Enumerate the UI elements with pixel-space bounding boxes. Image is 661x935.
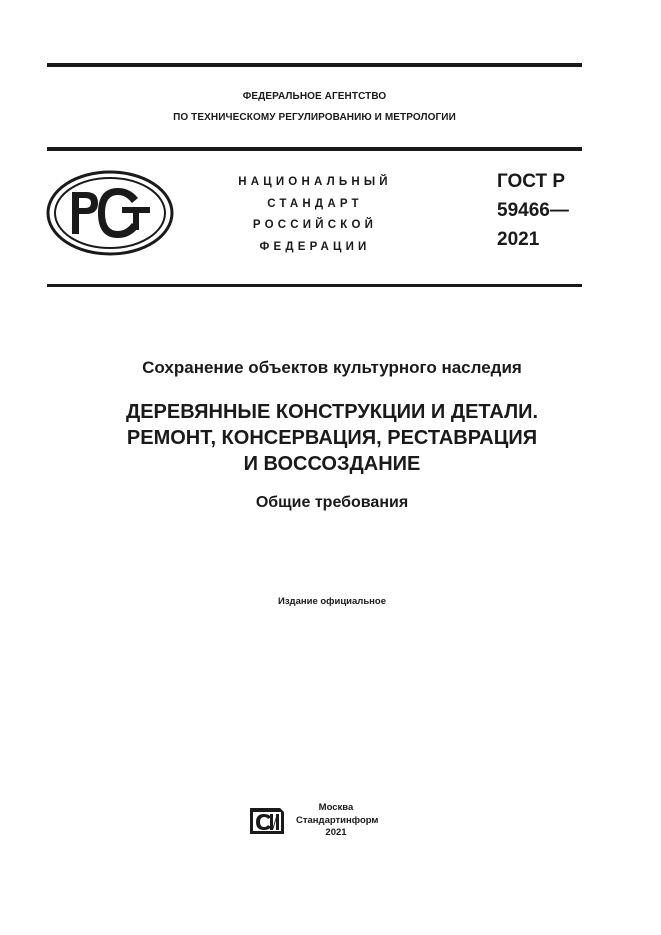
- official-edition-label: Издание официальное: [278, 596, 386, 607]
- rst-certification-logo-icon: [46, 170, 176, 256]
- gost-designation: [497, 167, 569, 254]
- national-line: СТАНДАРТ: [267, 197, 363, 210]
- main-title-line: И ВОССОЗДАНИЕ: [243, 453, 421, 475]
- publisher-info: [296, 802, 379, 840]
- agency-line-2: ПО ТЕХНИЧЕСКОМУ РЕГУЛИРОВАНИЮ И МЕТРОЛОГИИ: [173, 112, 456, 123]
- publisher-city: Москва: [318, 802, 354, 813]
- national-line: НАЦИОНАЛЬНЫЙ: [238, 176, 392, 188]
- top-rule: [47, 63, 582, 67]
- national-standard-label: [205, 172, 425, 258]
- national-line: ФЕДЕРАЦИИ: [259, 240, 371, 253]
- gost-line: 59466—: [497, 200, 569, 221]
- publisher-year: 2021: [325, 827, 347, 838]
- main-title-line: РЕМОНТ, КОНСЕРВАЦИЯ, РЕСТАВРАЦИЯ: [126, 427, 538, 449]
- general-requirements: Общие требования: [255, 494, 409, 511]
- agency-bottom-rule: [47, 147, 582, 151]
- main-title-line: ДЕРЕВЯННЫЕ КОНСТРУКЦИИ И ДЕТАЛИ.: [125, 401, 539, 423]
- agency-line-1: ФЕДЕРАЛЬНОЕ АГЕНТСТВО: [242, 91, 387, 102]
- publisher-name: Стандартинформ: [296, 814, 379, 826]
- gost-line: ГОСТ Р: [497, 171, 566, 192]
- document-subtitle: Сохранение объектов культурного наследия: [142, 358, 522, 377]
- standard-block-bottom-rule: [47, 284, 582, 287]
- national-line: РОССИЙСКОЙ: [252, 219, 378, 231]
- document-main-title: [47, 399, 617, 477]
- standartinform-logo-icon: [248, 806, 286, 836]
- gost-line: 2021: [497, 229, 540, 250]
